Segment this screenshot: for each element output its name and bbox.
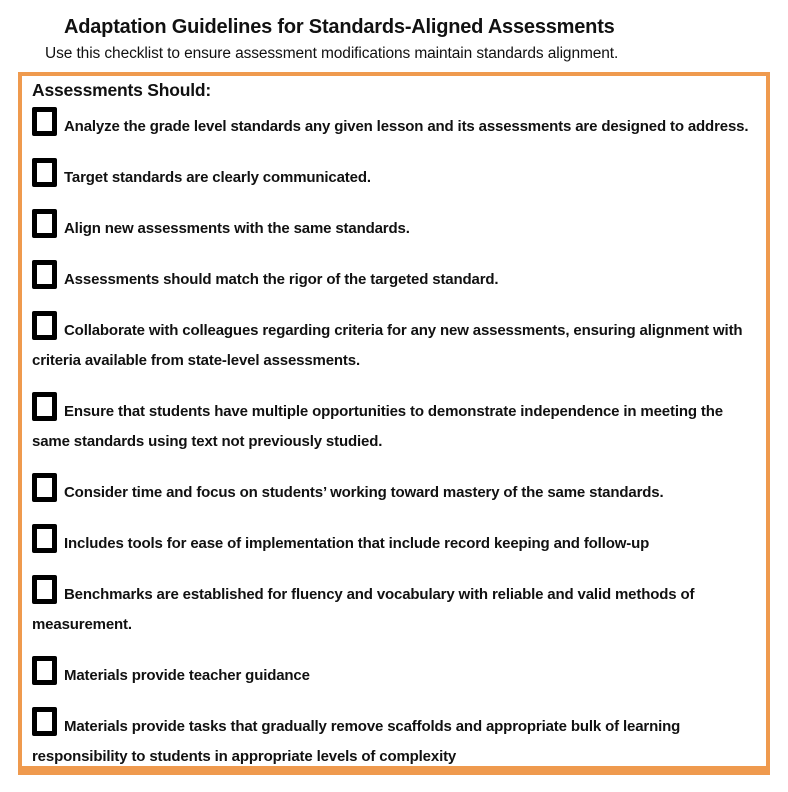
checklist-item-label: Benchmarks are established for fluency and vocabulary with reliable and valid methods of measurement. <box>32 586 695 633</box>
checklist-item-label: Target standards are clearly communicated. <box>64 169 371 186</box>
checklist-item-8 <box>32 524 754 559</box>
checklist-item-3 <box>32 209 754 244</box>
checkbox[interactable] <box>32 575 57 604</box>
checkbox[interactable] <box>32 656 57 685</box>
checklist-box <box>18 72 770 775</box>
checklist-item-6 <box>32 392 754 457</box>
checkbox[interactable] <box>32 209 57 238</box>
checklist-item-label: Collaborate with colleagues regarding criteria for any new assessments, ensuring alignment with criteria available from state-level assessments. <box>32 322 743 369</box>
checklist-item-10 <box>32 656 754 691</box>
checklist-item-7 <box>32 473 754 508</box>
checkbox[interactable] <box>32 311 57 340</box>
checklist-item-11 <box>32 707 754 772</box>
checkbox[interactable] <box>32 524 57 553</box>
checklist-item-9 <box>32 575 754 640</box>
checkbox[interactable] <box>32 392 57 421</box>
checklist-item-label: Materials provide teacher guidance <box>64 667 310 684</box>
checklist-item-label: Align new assessments with the same standards. <box>64 220 410 237</box>
checklist-item-label: Ensure that students have multiple opportunities to demonstrate independence in meeting the same standards using text not previously studied. <box>32 403 723 450</box>
checklist-item-2 <box>32 158 754 193</box>
checkbox[interactable] <box>32 107 57 136</box>
checklist-item-label: Assessments should match the rigor of the targeted standard. <box>64 271 499 288</box>
checklist-items <box>32 107 754 772</box>
checklist-item-label: Includes tools for ease of implementation that include record keeping and follow-up <box>64 535 650 552</box>
checkbox[interactable] <box>32 260 57 289</box>
checkbox[interactable] <box>32 707 57 736</box>
checklist-item-4 <box>32 260 754 295</box>
page-title: Adaptation Guidelines for Standards-Aligned Assessments <box>64 16 615 38</box>
checklist-item-1 <box>32 107 754 142</box>
page-subtitle: Use this checklist to ensure assessment modifications maintain standards alignment. <box>45 45 619 62</box>
checklist-header: Assessments Should: <box>32 80 212 100</box>
checklist-item-label: Materials provide tasks that gradually remove scaffolds and appropriate bulk of learning responsibility to students in appropriate levels of complexity <box>32 718 681 765</box>
checklist-item-5 <box>32 311 754 376</box>
checkbox[interactable] <box>32 158 57 187</box>
checklist-item-label: Analyze the grade level standards any given lesson and its assessments are designed to address. <box>64 118 749 135</box>
checklist-item-label: Consider time and focus on students’ working toward mastery of the same standards. <box>64 484 664 501</box>
checkbox[interactable] <box>32 473 57 502</box>
